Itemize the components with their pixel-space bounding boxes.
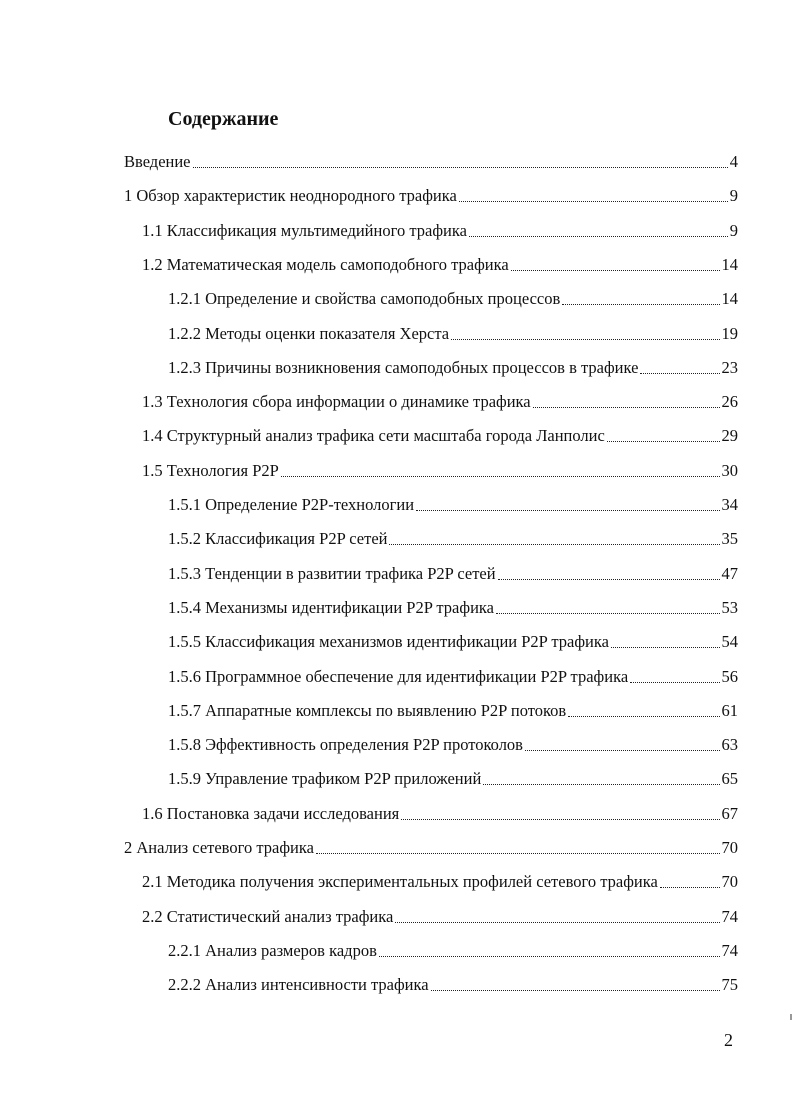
toc-entry	[168, 285, 738, 309]
toc-entry-label: 1.2 Математическая модель самоподобного трафика	[142, 254, 509, 274]
toc-entry-page: 4	[729, 152, 738, 171]
toc-entry-page: 53	[721, 597, 738, 617]
toc-entry-label: 1.5 Технология P2P	[142, 460, 279, 480]
toc-entry-page: 35	[721, 529, 738, 549]
toc-entry	[142, 251, 738, 275]
toc-entry	[168, 937, 738, 961]
toc-entry	[168, 525, 738, 549]
toc-entry	[168, 971, 738, 995]
toc-entry	[124, 834, 738, 858]
toc-dot-leader	[389, 544, 719, 545]
toc-entry-page: 54	[721, 632, 738, 652]
toc-entry	[142, 868, 738, 892]
toc-entry	[168, 697, 738, 721]
toc-entry-page: 70	[721, 838, 738, 857]
toc-dot-leader	[416, 510, 719, 511]
toc-dot-leader	[562, 304, 719, 305]
toc-dot-leader	[193, 167, 728, 168]
toc-dot-leader	[316, 853, 720, 854]
toc-entry-page: 9	[729, 220, 738, 240]
toc-entry-page: 65	[721, 769, 738, 789]
toc-dot-leader	[498, 579, 720, 580]
toc-entry	[168, 354, 738, 378]
toc-dot-leader	[401, 819, 719, 820]
toc-entry-page: 70	[721, 872, 738, 892]
toc-entry	[168, 491, 738, 515]
toc-entry-page: 67	[721, 803, 738, 823]
toc-dot-leader	[379, 956, 720, 957]
toc-entry-label: 2.1 Методика получения экспериментальных профилей сетевого трафика	[142, 872, 658, 892]
toc-entry	[168, 594, 738, 618]
toc-entry-label: 1.5.7 Аппаратные комплексы по выявлению P2P потоков	[168, 700, 567, 720]
toc-entry-page: 75	[721, 975, 738, 995]
toc-entry-label: 1.4 Структурный анализ трафика сети масштаба города Ланполис	[142, 426, 605, 446]
toc-dot-leader	[533, 407, 720, 408]
toc-entry-label: 1.5.4 Механизмы идентификации P2P трафика	[168, 597, 494, 617]
toc-entry-page: 14	[721, 289, 738, 309]
toc-entry	[168, 320, 738, 344]
toc-entry	[168, 765, 738, 789]
toc-dot-leader	[431, 990, 720, 991]
page-title: Содержание	[168, 108, 279, 130]
toc-entry-page: 56	[721, 666, 738, 686]
toc-dot-leader	[511, 270, 720, 271]
toc-entry	[168, 628, 738, 652]
toc-entry-label: 1.5.5 Классификация механизмов идентификации P2P трафика	[168, 632, 609, 652]
toc-dot-leader	[568, 716, 719, 717]
toc-entry-page: 26	[721, 392, 738, 412]
toc-dot-leader	[640, 373, 719, 374]
toc-entry-page: 30	[721, 460, 738, 480]
toc-dot-leader	[525, 750, 720, 751]
toc-dot-leader	[281, 476, 720, 477]
toc-entry	[142, 903, 738, 927]
toc-entry	[168, 731, 738, 755]
toc-entry	[124, 148, 738, 172]
toc-entry-label: 1.5.8 Эффективность определения P2P протоколов	[168, 735, 523, 755]
toc-entry-label: 1.2.3 Причины возникновения самоподобных процессов в трафике	[168, 357, 639, 377]
toc-entry-label: 1.2.2 Методы оценки показателя Херста	[168, 323, 450, 343]
scan-speck	[790, 1014, 792, 1020]
toc-entry-label: 1.5.6 Программное обеспечение для идентификации P2P трафика	[168, 666, 629, 686]
toc-entry-label: 2.2 Статистический анализ трафика	[142, 906, 394, 926]
toc-entry-page: 63	[721, 735, 738, 755]
toc-entry	[142, 388, 738, 412]
toc-entry-label: 1.5.3 Тенденции в развитии трафика P2P сетей	[168, 563, 496, 583]
toc-entry	[124, 182, 738, 206]
toc-entry-label: 1.1 Классификация мультимедийного трафика	[142, 220, 467, 240]
toc-entry	[168, 663, 738, 687]
page-number: 2	[724, 1030, 733, 1050]
toc-entry	[142, 422, 738, 446]
toc-entry-label: 1.3 Технология сбора информации о динамике трафика	[142, 392, 531, 412]
toc-dot-leader	[459, 201, 728, 202]
toc-entry	[142, 457, 738, 481]
toc-dot-leader	[483, 784, 719, 785]
toc-dot-leader	[660, 887, 720, 888]
toc-dot-leader	[611, 647, 720, 648]
toc-entry-label: 2.2.2 Анализ интенсивности трафика	[168, 975, 429, 995]
toc-entry	[142, 800, 738, 824]
toc-entry-label: 1 Обзор характеристик неоднородного трафика	[124, 186, 457, 206]
toc-dot-leader	[469, 236, 728, 237]
toc-entry-page: 29	[721, 426, 738, 446]
toc-entry-label: 2.2.1 Анализ размеров кадров	[168, 940, 377, 960]
toc-entry-label: 1.5.2 Классификация P2P сетей	[168, 529, 388, 549]
toc-dot-leader	[496, 613, 720, 614]
toc-entry-label: 1.5.9 Управление трафиком P2P приложений	[168, 769, 482, 789]
toc-entry-page: 74	[721, 940, 738, 960]
toc-entry-label: Введение	[124, 152, 191, 171]
toc-entry-label: 2 Анализ сетевого трафика	[124, 838, 314, 857]
toc-entry-page: 14	[721, 254, 738, 274]
toc-dot-leader	[395, 922, 719, 923]
toc-dot-leader	[630, 682, 719, 683]
toc-entry-label: 1.5.1 Определение P2P-технологии	[168, 495, 415, 514]
toc-entry-label: 1.2.1 Определение и свойства самоподобных процессов	[168, 289, 561, 309]
toc-dot-leader	[451, 339, 719, 340]
toc-entry	[168, 560, 738, 584]
toc-entry	[142, 217, 738, 241]
toc-entry-page: 19	[721, 323, 738, 343]
toc-entry-page: 23	[721, 357, 738, 377]
toc-dot-leader	[607, 441, 720, 442]
toc-entry-page: 74	[721, 906, 738, 926]
toc-entry-page: 61	[721, 700, 738, 720]
toc-entry-page: 9	[729, 186, 738, 206]
toc-entry-page: 34	[721, 495, 738, 514]
toc-entry-label: 1.6 Постановка задачи исследования	[142, 803, 400, 823]
toc-entry-page: 47	[721, 563, 738, 583]
